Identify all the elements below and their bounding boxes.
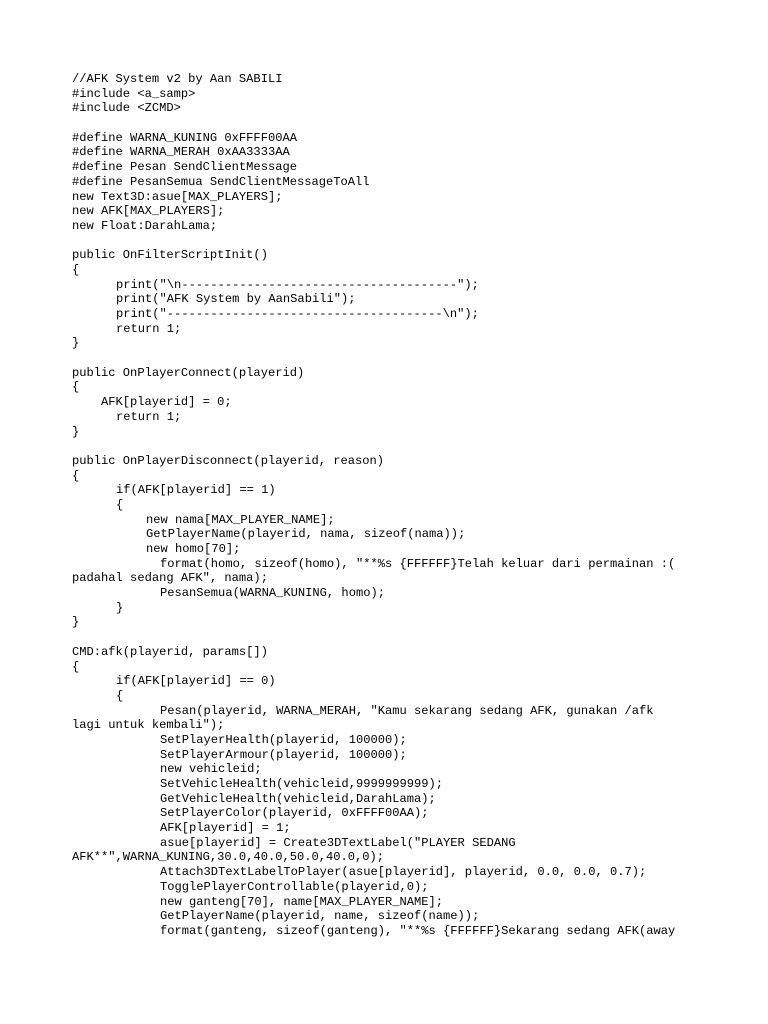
code-line: asue[playerid] = Create3DTextLabel("PLAYER SEDANG xyxy=(160,835,516,850)
code-line: AFK**",WARNA_KUNING,30.0,40.0,50.0,40.0,0); xyxy=(72,850,385,865)
code-line: new Text3D:asue[MAX_PLAYERS]; xyxy=(72,189,283,204)
blank-line xyxy=(0,630,768,645)
blank-line xyxy=(0,439,768,454)
code-line: print("AFK System by AanSabili"); xyxy=(116,292,356,307)
code-line: #define Pesan SendClientMessage xyxy=(72,160,297,175)
code-line: } xyxy=(72,336,80,351)
code-line: SetVehicleHealth(vehicleid,9999999999); xyxy=(160,777,444,791)
code-line: lagi untuk kembali"); xyxy=(72,718,225,733)
code-line: GetPlayerName(playerid, nama, sizeof(nama)); xyxy=(146,527,466,542)
document-page xyxy=(0,72,768,939)
code-line: PesanSemua(WARNA_KUNING, homo); xyxy=(160,586,385,601)
code-line: #include <a_samp> xyxy=(72,86,196,101)
code-line: new nama[MAX_PLAYER_NAME]; xyxy=(146,512,335,527)
code-line: new AFK[MAX_PLAYERS]; xyxy=(72,204,225,219)
code-line: print("--------------------------------------\n"); xyxy=(116,307,479,321)
code-line: GetPlayerName(playerid, name, sizeof(name)); xyxy=(160,909,480,924)
code-line: //AFK System v2 by Aan SABILI xyxy=(72,72,283,86)
code-line: format(ganteng, sizeof(ganteng), "**%s {FFFFFF}Sekarang sedang AFK(away xyxy=(160,923,676,938)
code-line: { xyxy=(116,497,124,512)
code-line: new vehicleid; xyxy=(160,762,262,777)
code-line: return 1; xyxy=(116,409,182,424)
code-line: #define WARNA_KUNING 0xFFFF00AA xyxy=(72,130,297,145)
code-line: Attach3DTextLabelToPlayer(asue[playerid], playerid, 0.0, 0.0, 0.7); xyxy=(160,865,647,880)
code-line: SetPlayerColor(playerid, 0xFFFF00AA); xyxy=(160,806,429,821)
code-line: { xyxy=(72,468,80,483)
code-line: { xyxy=(72,659,80,674)
code-line: new ganteng[70], name[MAX_PLAYER_NAME]; xyxy=(160,894,444,909)
code-line: TogglePlayerControllable(playerid,0); xyxy=(160,879,429,894)
code-line: #define PesanSemua SendClientMessageToAll xyxy=(72,174,370,189)
code-line: if(AFK[playerid] == 0) xyxy=(116,674,276,689)
code-line: public OnFilterScriptInit() xyxy=(72,248,268,263)
code-line: return 1; xyxy=(116,321,182,336)
code-line: GetVehicleHealth(vehicleid,DarahLama); xyxy=(160,791,436,806)
code-line: } xyxy=(72,615,80,630)
code-line: public OnPlayerDisconnect(playerid, reason) xyxy=(72,453,385,468)
blank-line xyxy=(0,351,768,366)
code-line: { xyxy=(72,380,80,395)
code-line: print("\n--------------------------------------"); xyxy=(116,277,479,292)
code-line: { xyxy=(72,262,80,277)
code-line: public OnPlayerConnect(playerid) xyxy=(72,365,305,380)
code-line: #include <ZCMD> xyxy=(72,101,181,116)
code-line: padahal sedang AFK", nama); xyxy=(72,571,268,586)
code-line: CMD:afk(playerid, params[]) xyxy=(72,644,268,659)
code-line: { xyxy=(116,688,124,703)
code-line: AFK[playerid] = 1; xyxy=(160,821,291,836)
code-line: new Float:DarahLama; xyxy=(72,218,218,233)
code-line: SetPlayerArmour(playerid, 100000); xyxy=(160,747,407,762)
code-line: } xyxy=(72,424,80,439)
code-line: #define WARNA_MERAH 0xAA3333AA xyxy=(72,145,290,160)
blank-line xyxy=(0,234,768,249)
code-line: format(homo, sizeof(homo), "**%s {FFFFFF}Telah keluar dari permainan :( xyxy=(160,556,676,571)
code-line: SetPlayerHealth(playerid, 100000); xyxy=(160,732,407,747)
code-line: new homo[70]; xyxy=(146,542,241,556)
code-line: } xyxy=(116,600,124,615)
code-line: Pesan(playerid, WARNA_MERAH, "Kamu sekarang sedang AFK, gunakan /afk xyxy=(160,703,654,718)
code-line: AFK[playerid] = 0; xyxy=(101,395,232,410)
code-line: if(AFK[playerid] == 1) xyxy=(116,483,276,498)
blank-line xyxy=(0,116,768,131)
